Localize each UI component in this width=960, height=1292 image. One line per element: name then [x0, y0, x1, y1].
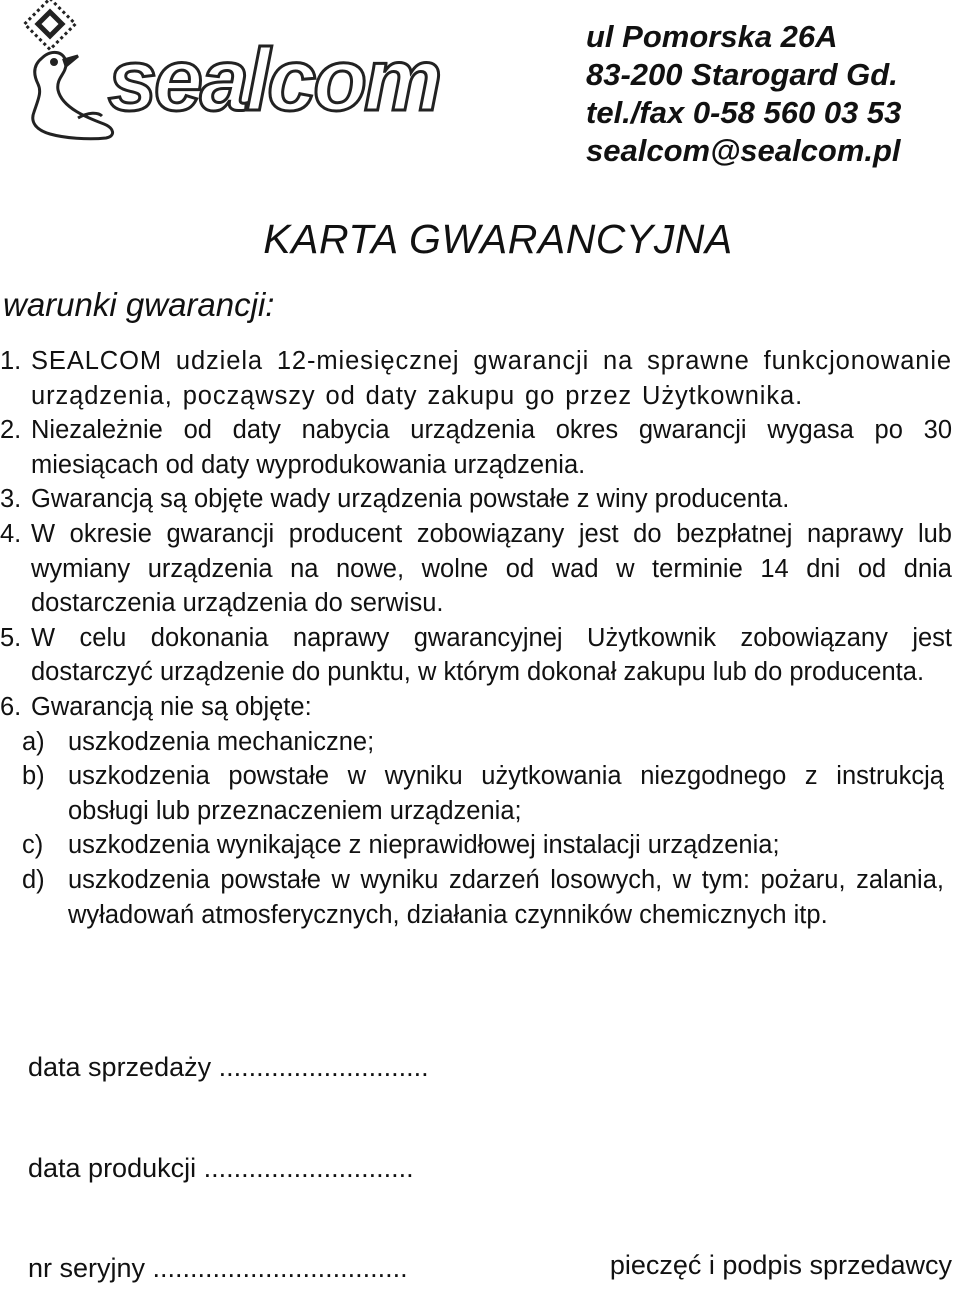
seal-mascot-icon [33, 52, 113, 138]
company-address [586, 18, 946, 170]
document-title-text: KARTA GWARANCYJNA [263, 216, 733, 262]
condition-text: Niezależnie od daty nabycia urządzenia okres gwarancji wygasa po 30 miesiącach od daty wyprodukowania urządzenia. [31, 416, 952, 479]
address-phone-fax: tel./fax 0-58 560 03 53 [586, 95, 902, 130]
exclusion-text: uszkodzenia powstałe w wyniku użytkowania niezgodnego z instrukcją obsługi lub przeznaczeniem urządzenia; [68, 762, 944, 825]
condition-number: 5. [0, 623, 22, 652]
exclusion-item [0, 759, 960, 828]
sealcom-logo [18, 0, 440, 150]
serial-number-field: nr seryjny .................................. [28, 1253, 408, 1283]
exclusion-item [0, 828, 960, 863]
seller-stamp-signature: pieczęć i podpis sprzedawcy [609, 1250, 952, 1280]
exclusion-text: uszkodzenia powstałe w wyniku zdarzeń losowych, w tym: pożaru, zalania, wyładowań atmosferycznych, działania czynników chemicznych itp. [68, 865, 944, 929]
condition-text: Gwarancją są objęte wady urządzenia powstałe z winy producenta. [31, 485, 790, 514]
address-street: ul Pomorska 26A [586, 19, 838, 54]
address-email: sealcom@sealcom.pl [586, 133, 901, 168]
condition-text: SEALCOM udziela 12-miesięcznej gwarancji na sprawne funkcjonowanie urządzenia, począwszy od daty zakupu go przez Użytkownika. [31, 347, 952, 410]
section-subtitle: warunki gwarancji: [3, 286, 275, 323]
document-title [0, 216, 960, 263]
diamond-emblem-icon [25, 0, 76, 49]
condition-item [0, 621, 960, 690]
exclusion-label: b) [22, 762, 45, 791]
address-city: 83-200 Starogard Gd. [586, 57, 898, 92]
exclusion-label: c) [22, 831, 44, 860]
exclusion-item [0, 725, 960, 760]
condition-number: 2. [0, 416, 22, 445]
condition-item [0, 517, 960, 621]
exclusion-text: uszkodzenia wynikające z nieprawidłowej instalacji urządzenia; [68, 831, 780, 860]
sealcom-wordmark: sealcom [108, 30, 440, 129]
exclusion-text: uszkodzenia mechaniczne; [68, 727, 375, 756]
warranty-conditions [0, 344, 960, 932]
condition-number: 3. [0, 485, 22, 514]
condition-item [0, 413, 960, 482]
exclusion-label: a) [22, 727, 45, 756]
condition-item-exclusions [0, 690, 960, 725]
condition-item [0, 344, 960, 413]
sale-date-field: data sprzedaży ............................ [28, 1052, 429, 1082]
condition-number: 6. [0, 692, 22, 721]
exclusion-label: d) [22, 865, 45, 894]
production-date-field: data produkcji ............................ [28, 1153, 414, 1183]
condition-number: 1. [0, 347, 22, 375]
condition-text: W celu dokonania naprawy gwarancyjnej Użytkownik zobowiązany jest dostarczyć urządzenie do punktu, w którym dokonał zakupu lub do producenta. [31, 623, 952, 687]
condition-text: W okresie gwarancji producent zobowiązany jest do bezpłatnej naprawy lub wymiany urządzenia na nowe, wolne od wad w terminie 14 dni od dnia dostarczenia urządzenia do serwisu. [31, 519, 952, 618]
exclusion-item [0, 863, 960, 932]
condition-text: Gwarancją nie są objęte: [31, 692, 312, 721]
condition-item [0, 482, 960, 517]
condition-number: 4. [0, 519, 22, 548]
